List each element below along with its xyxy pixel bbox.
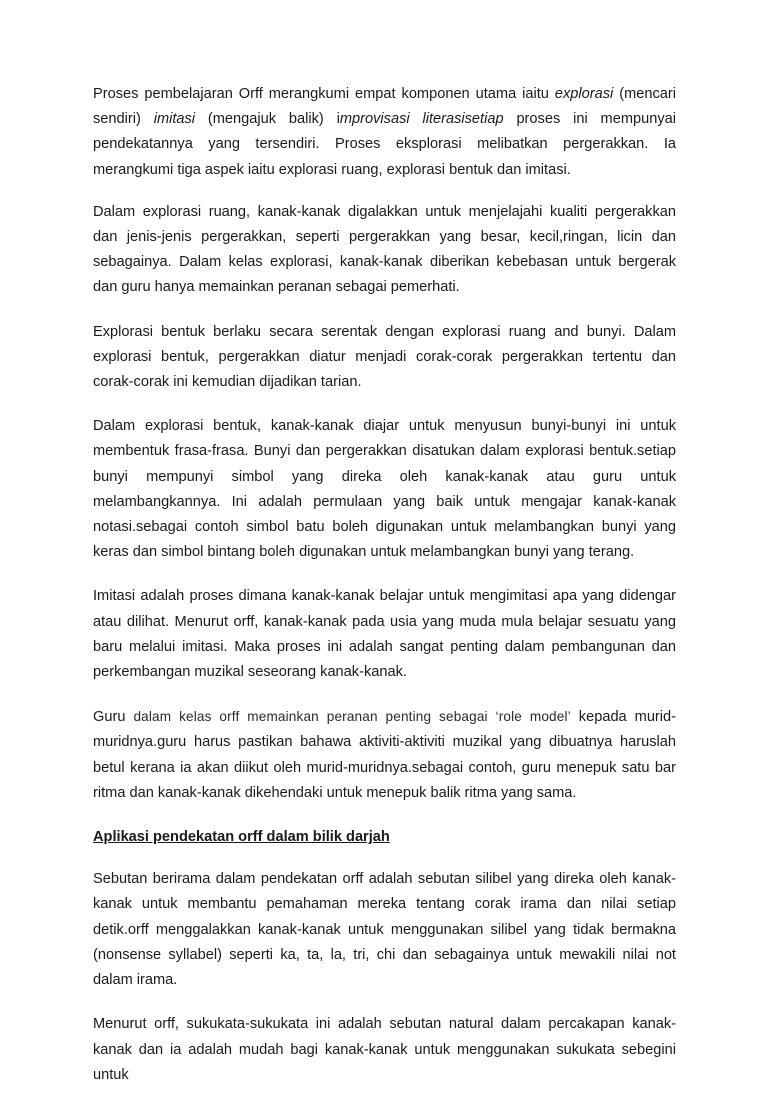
paragraph-1-text-a: Proses pembelajaran Orff merangkumi empat komponen utama iaitu bbox=[93, 86, 555, 102]
paragraph-6-text-c: kepada murid-muridnya.guru harus pastikan bahawa aktiviti-aktiviti muzikal yang dibuatnya haruslah betul kerana ia akan diikut oleh murid-muridnya.sebagai contoh, guru menepuk satu bar ritma dan kanak-kanak dikehendaki untuk menepuk balik ritma yang sama. bbox=[93, 709, 677, 801]
paragraph-1-text-g: proses ini mempunyai pendekatannya yang tersendiri. Proses eksplorasi melibatkan pergerakkan. Ia merangkumi tiga aspek iaitu explorasi ruang, explorasi bentuk dan imitasi. bbox=[93, 111, 676, 178]
section-heading: Aplikasi pendekatan orff dalam bilik darjah bbox=[93, 829, 390, 846]
paragraph-1 bbox=[93, 82, 676, 183]
paragraph-2: Dalam explorasi ruang, kanak-kanak digalakkan untuk menjelajahi kualiti pergerakkan dan jenis-jenis pergerakkan, seperti pergerakkan yang besar, kecil,ringan, licin dan sebagainya. Dalam kelas explorasi, kanak-kanak diberikan kebebasan untuk bergerak dan guru hanya memainkan peranan sebagai pemerhati. bbox=[93, 203, 676, 296]
document-page bbox=[93, 82, 676, 1107]
paragraph-3: Explorasi bentuk berlaku secara serentak dengan explorasi ruang and bunyi. Dalam explorasi bentuk, pergerakkan diatur menjadi corak-corak pergerakkan tertentu dan corak-corak ini kemudian dijadikan tarian. bbox=[93, 323, 676, 391]
paragraph-7: Sebutan berirama dalam pendekatan orff adalah sebutan silibel yang direka oleh kanak-kanak untuk membantu pemahaman mereka tentang corak irama dan nilai setiap detik.orff menggalakkan kanak-kanak untuk menggunakan silibel yang tidak bermakna (nonsense syllabel) seperti ka, ta, la, tri, chi dan sebagainya untuk mewakili nilai not dalam irama. bbox=[93, 871, 676, 989]
paragraph-6-text-b: dalam kelas orff memainkan peranan penting sebagai ‘role model’ bbox=[133, 709, 571, 725]
paragraph-1-text-e: (mengajuk balik) i bbox=[195, 111, 340, 128]
paragraph-1-term-improvisasi: mprovisasi literasisetiap bbox=[339, 111, 504, 128]
paragraph-1-term-imitasi: imitasi bbox=[153, 111, 196, 128]
paragraph-8: Menurut orff, sukukata-sukukata ini adalah sebutan natural dalam percakapan kanak-kanak dan ia adalah mudah bagi kanak-kanak untuk menggunakan sukukata sebegini untuk bbox=[93, 1016, 676, 1083]
paragraph-5: Imitasi adalah proses dimana kanak-kanak belajar untuk mengimitasi apa yang didengar atau dilihat. Menurut orff, kanak-kanak pada usia yang muda mula belajar sesuatu yang baru melalui imitasi. Maka proses ini adalah sangat penting dalam pembangunan dan perkembangan muzikal seseorang kanak-kanak. bbox=[93, 588, 676, 681]
paragraph-6-text-a: Guru bbox=[93, 709, 134, 726]
paragraph-1-term-explorasi: explorasi bbox=[554, 86, 614, 102]
paragraph-6 bbox=[93, 704, 676, 806]
paragraph-4: Dalam explorasi bentuk, kanak-kanak diajar untuk menyusun bunyi-bunyi ini untuk membentuk frasa-frasa. Bunyi dan pergerakkan disatukan dalam explorasi bentuk.setiap bunyi mempunyi simbol yang direka oleh kanak-kanak atau guru untuk melambangkannya. Ini adalah permulaan yang baik untuk mengajar kanak-kanak notasi.sebagai contoh simbol batu boleh digunakan untuk melambangkan bunyi yang keras dan simbol bintang boleh digunakan untuk melambangkan bunyi yang terang. bbox=[93, 418, 676, 561]
paragraph-1-text-c: (mencari sendiri) bbox=[93, 86, 676, 128]
